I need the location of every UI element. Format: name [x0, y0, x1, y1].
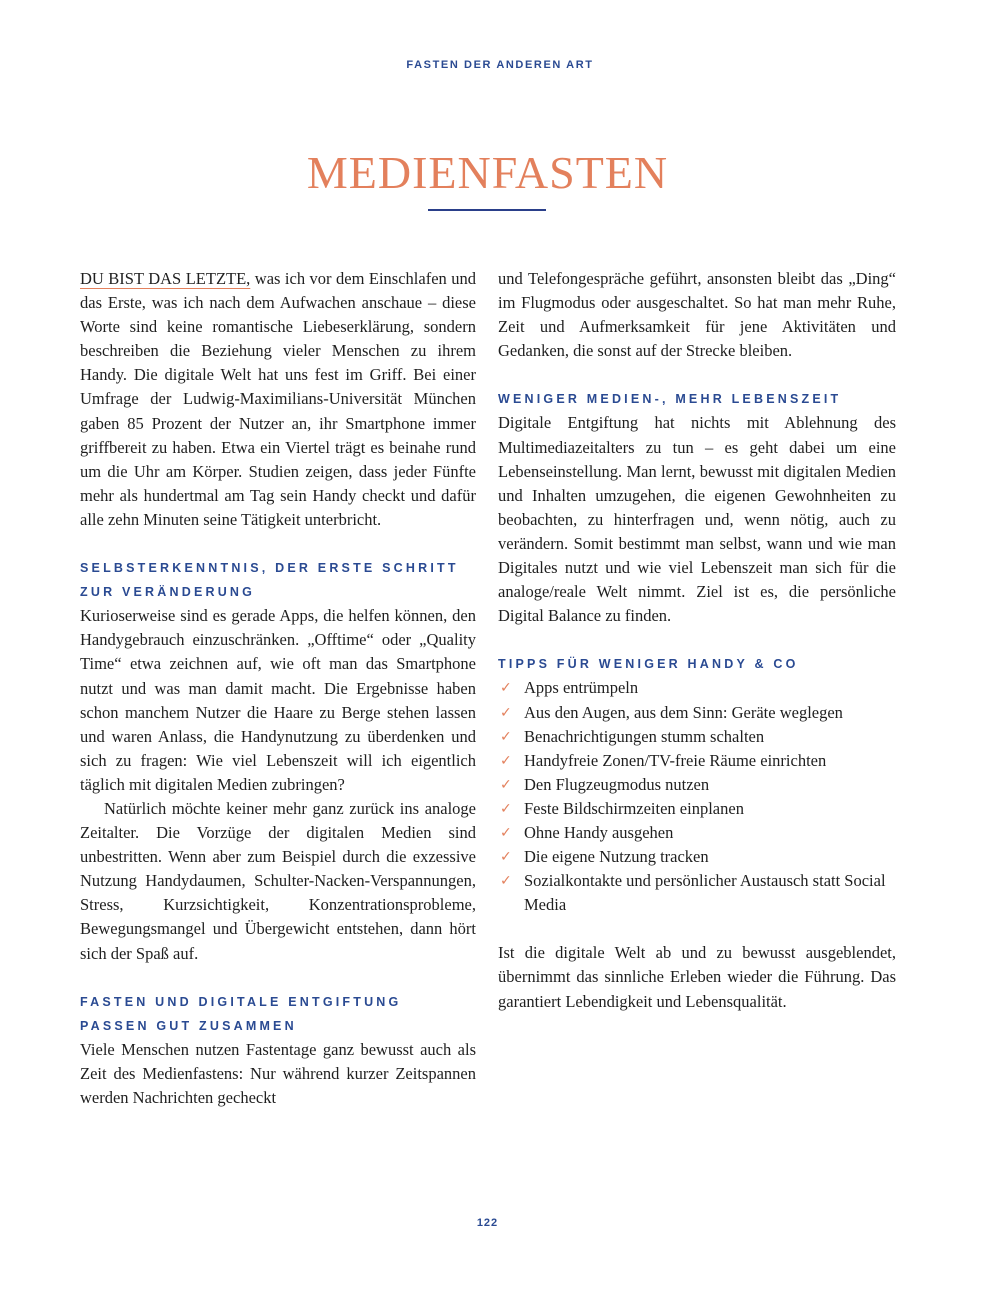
intro-caps: DU BIST DAS LETZTE,: [80, 269, 251, 288]
tip-text: Benachrichtigungen stumm schalten: [524, 726, 765, 746]
section-heading-fasten: FASTEN UND DIGITALE ENTGIFTUNG PASSEN GUT ZUSAMMEN: [80, 994, 402, 1033]
page-title: MEDIENFASTEN: [306, 147, 669, 198]
tip-item: [498, 749, 896, 773]
right-column: [498, 267, 896, 1014]
tip-text: Apps entrümpeln: [524, 678, 639, 698]
paragraph-continued: und Telefongespräche geführt, ansonsten bleibt das „Ding“ im Flugmodus oder ausgeschaltet. So hat man mehr Ruhe, Zeit und Aufmerksamkeit für jene Aktivitäten und Gedanken, die sonst auf der Strecke bleiben.: [498, 269, 896, 361]
section-heading-selbsterkenntnis: SELBSTERKENNTNIS, DER ERSTE SCHRITT ZUR VERÄNDERUNG: [80, 561, 459, 600]
tip-item: [498, 797, 896, 821]
check-icon: ✓: [500, 680, 512, 697]
check-icon: ✓: [500, 849, 512, 866]
paragraph-medienfasten: Viele Menschen nutzen Fastentage ganz bewusst auch als Zeit des Medienfastens: Nur während kurzer Zeitspannen werden Nachrichten gecheckt: [80, 1039, 476, 1107]
left-column: [80, 267, 476, 1110]
tip-text: Die eigene Nutzung tracken: [524, 847, 709, 867]
check-icon: ✓: [500, 776, 512, 793]
tip-text: Feste Bildschirmzeiten einplanen: [524, 798, 744, 818]
tip-item: [498, 845, 896, 869]
tip-text: Sozialkontakte und persönlicher Austausch statt Social Media: [524, 871, 886, 915]
intro-paragraph: [80, 267, 476, 532]
tip-text: Aus den Augen, aus dem Sinn: Geräte weglegen: [524, 702, 843, 722]
running-head: FASTEN DER ANDEREN ART: [406, 59, 594, 71]
tip-item: [498, 869, 896, 917]
title-divider: [428, 209, 546, 211]
check-icon: ✓: [500, 752, 512, 769]
paragraph-analog: Natürlich möchte keiner mehr ganz zurück ins analoge Zeitalter. Die Vorzüge der digitalen Medien sind unbestritten. Wenn aber zum Beispiel durch die exzessive Nutzung Handydaumen, Schulter-Nacken-Verspannungen, Stress, Kurzsichtigkeit, Konzentrationsprobleme, Bewegungsmangel und Übergewicht entstehen, dann hört sich der Spaß auf.: [80, 798, 476, 963]
check-icon: ✓: [500, 873, 512, 890]
paragraph-closing: Ist die digitale Welt ab und zu bewusst ausgeblendet, übernimmt das sinnliche Erleben wieder die Führung. Das garantiert Lebendigkeit und Lebensqualität.: [498, 943, 896, 1011]
paragraph-apps: Kurioserweise sind es gerade Apps, die helfen können, den Handygebrauch einzuschränken. „Offtime“ oder „Quality Time“ etwa zeichnen auf, wie oft man das Smartphone nutzt und was man damit macht. Die Ergebnisse haben schon manchem Nutzer die Haare zu Berge stehen lassen und waren Anlass, die Handynutzung zu überdenken und sich zu fragen: Wie viel Lebenszeit will ich eigentlich täglich mit digitalen Medien zubringen?: [80, 606, 476, 794]
tip-item: [498, 725, 896, 749]
tip-item: [498, 821, 896, 845]
tip-item: [498, 773, 896, 797]
tip-text: Ohne Handy ausgehen: [524, 822, 674, 842]
check-icon: ✓: [500, 800, 512, 817]
tip-item: [498, 701, 896, 725]
paragraph-entgiftung: Digitale Entgiftung hat nichts mit Ablehnung des Multimediazeitalters zu tun – es geht dabei um eine Lebenseinstellung. Man lernt, bewusst mit digitalen Medien und Inhalten umzugehen, die eigenen Gewohnheiten zu beobachten, zu hinterfragen und, wenn nötig, auch zu verändern. Somit bestimmt man selbst, wann und wie man Digitales nutzt und wie viel Lebenszeit man sich für die analoge/reale Welt nimmt. Ziel ist es, die persönliche Digital Balance zu finden.: [498, 413, 896, 626]
intro-text: was ich vor dem Einschlafen und das Erste, was ich nach dem Aufwachen anschaue – diese Worte sind keine romantische Liebeserklärung, sondern beschreiben die Beziehung vieler Menschen zu ihrem Handy. Die digitale Welt hat uns fest im Griff. Bei einer Umfrage der Ludwig-Maximilians-Universität München gaben 85 Prozent der Nutzer an, ihr Smartphone immer griffbereit zu haben. Etwa ein Viertel trägt es beinahe rund um die Uhr am Körper. Studien zeigen, dass jeder Fünfte mehr als hundertmal am Tag sein Handy checkt und dafür alle zehn Minuten seine Tätigkeit unterbricht.: [80, 269, 476, 529]
check-icon: ✓: [500, 824, 512, 841]
check-icon: ✓: [500, 728, 512, 745]
tips-list: [498, 676, 896, 917]
page-number: 122: [476, 1217, 499, 1229]
tip-text: Den Flugzeugmodus nutzen: [524, 774, 710, 794]
section-heading-tipps: TIPPS FÜR WENIGER HANDY & CO: [498, 657, 799, 672]
section-heading-lebenszeit: WENIGER MEDIEN-, MEHR LEBENSZEIT: [498, 392, 842, 407]
check-icon: ✓: [500, 704, 512, 721]
tip-text: Handyfreie Zonen/TV-freie Räume einrichten: [524, 750, 827, 770]
tip-item: [498, 676, 896, 700]
